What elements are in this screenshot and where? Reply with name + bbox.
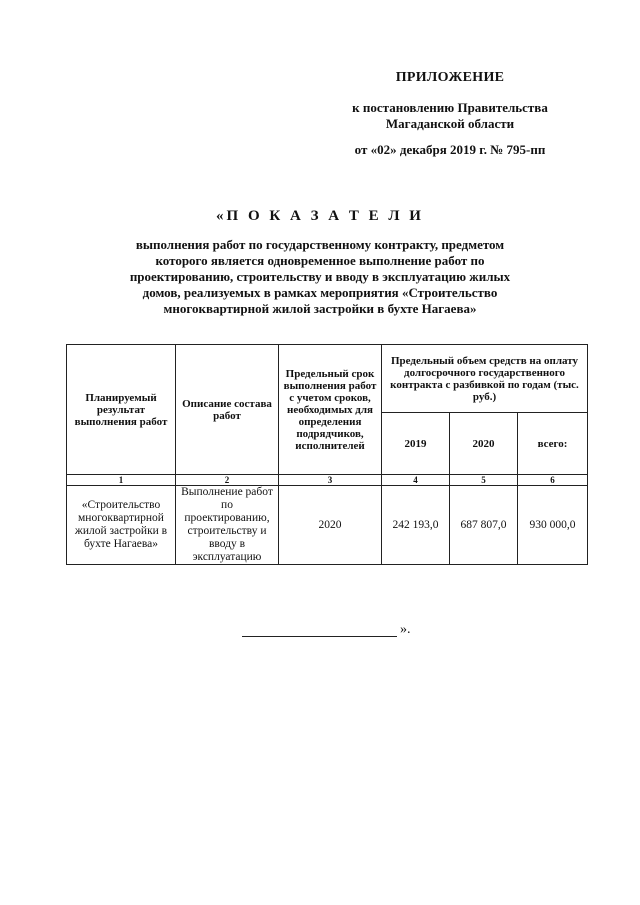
header-year-2020: 2020 [450, 413, 518, 475]
table-row [67, 486, 588, 565]
header-total: всего: [518, 413, 588, 475]
header-year-2019: 2019 [382, 413, 450, 475]
subtitle-line-1: выполнения работ по государственному контракту, предметом [135, 237, 505, 252]
subtitle-line-4: домов, реализуемых в рамках мероприятия «Строительство [142, 285, 498, 300]
cell-deadline: 2020 [279, 486, 382, 565]
header-result: Планируемый результат выполнения работ [67, 345, 176, 475]
column-number: 5 [450, 475, 518, 486]
closing-quote: ». [400, 622, 411, 637]
header-description: Описание состава работ [176, 345, 279, 475]
cell-description: Выполнение работ по проектированию, строительству и вводу в эксплуатацию [176, 486, 279, 565]
signature-line [242, 622, 397, 637]
header-funding: Предельный объем средств на оплату долгосрочного государственного контракта с разбивкой по годам (тыс. руб.) [382, 345, 588, 413]
column-numbers-row [67, 475, 588, 486]
indicators-table [66, 344, 588, 565]
appendix-line-2: Магаданской области [385, 116, 515, 131]
document-title-block [80, 208, 560, 317]
cell-total: 930 000,0 [518, 486, 588, 565]
column-number: 6 [518, 475, 588, 486]
column-number: 3 [279, 475, 382, 486]
subtitle-line-2: которого является одновременное выполнение работ по [155, 253, 485, 268]
header-deadline: Предельный срок выполнения работ с учетом сроков, необходимых для определения подрядчиков, исполнителей [279, 345, 382, 475]
subtitle-line-5: многоквартирной жилой застройки в бухте Нагаева» [163, 301, 477, 316]
column-number: 2 [176, 475, 279, 486]
subtitle-line-3: проектированию, строительству и вводу в эксплуатацию жилых [129, 269, 511, 284]
cell-result: «Строительство многоквартирной жилой застройки в бухте Нагаева» [67, 486, 176, 565]
appendix-line-1: к постановлению Правительства [352, 100, 548, 115]
appendix-date: от «02» декабря 2019 г. № 795-пп [354, 142, 546, 157]
column-number: 4 [382, 475, 450, 486]
document-title: «П О К А З А Т Е Л И [216, 208, 424, 224]
cell-2019: 242 193,0 [382, 486, 450, 565]
appendix-heading: ПРИЛОЖЕНИЕ [395, 70, 505, 85]
cell-2020: 687 807,0 [450, 486, 518, 565]
appendix-block [330, 70, 570, 158]
column-number: 1 [67, 475, 176, 486]
